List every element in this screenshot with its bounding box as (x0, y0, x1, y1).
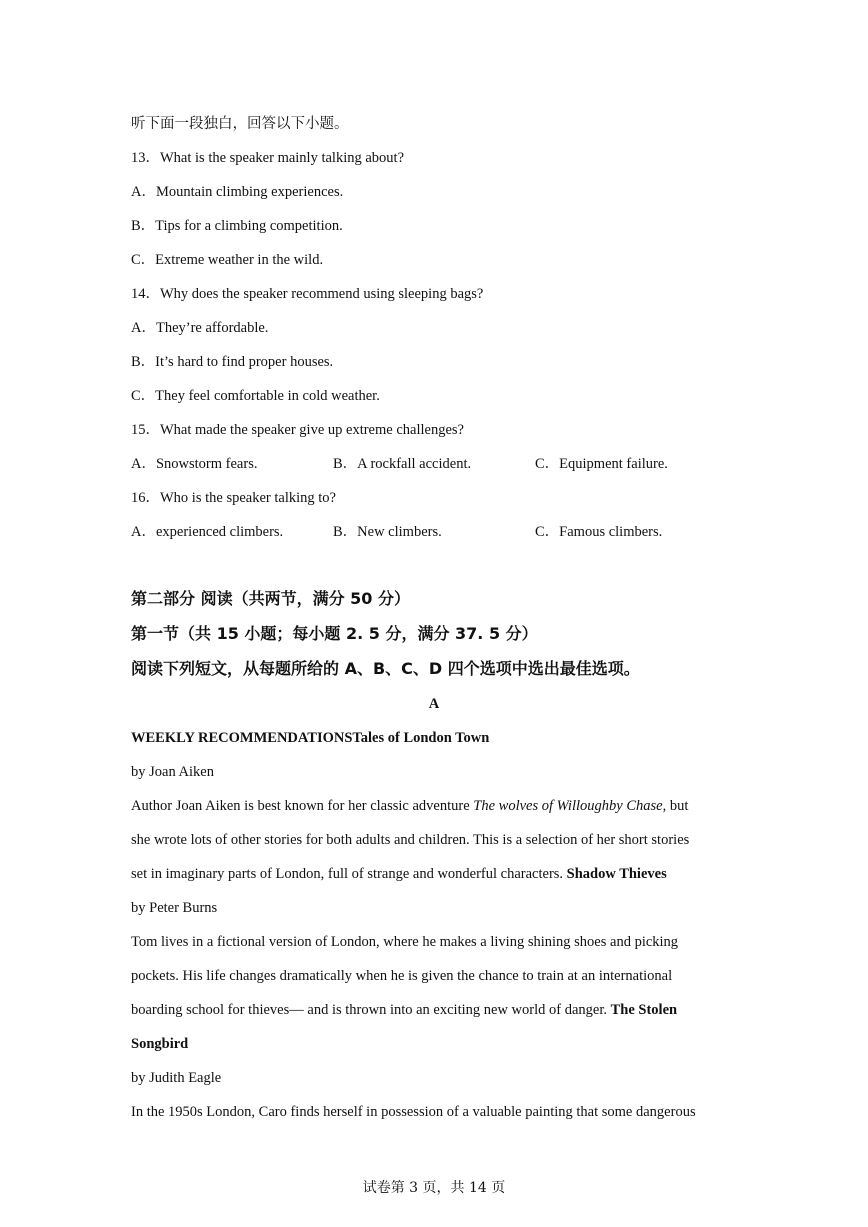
q15-option-b: B．A rockfall accident. (333, 456, 472, 472)
q15-option-a: A．Snowstorm fears. (131, 456, 258, 472)
book2-line2: pockets. His life changes dramatically when he is given the chance to train at an international (131, 968, 673, 984)
question-14: 14．Why does the speaker recommend using sleeping bags? (131, 286, 484, 302)
section-title: 第一节（共 15 小题；每小题 2. 5 分，满分 37. 5 分） (131, 624, 538, 643)
book3-title-part2: Songbird (131, 1036, 189, 1052)
question-15: 15．What made the speaker give up extreme challenges? (131, 422, 464, 438)
listening-instruction: 听下面一段独白，回答以下小题。 (131, 116, 349, 132)
q16-option-b: B．New climbers. (333, 524, 442, 540)
question-13: 13．What is the speaker mainly talking about? (131, 150, 405, 166)
part-title: 第二部分 阅读（共两节，满分 50 分） (131, 589, 410, 608)
q13-option-b: B．Tips for a climbing competition. (131, 218, 343, 234)
page-footer: 试卷第 3 页，共 14 页 (362, 1180, 506, 1196)
reading-instruction: 阅读下列短文，从每题所给的 A、B、C、D 四个选项中选出最佳选项。 (131, 659, 640, 678)
book1-line2: she wrote lots of other stories for both adults and children. This is a selection of her short stories (131, 832, 690, 848)
q14-option-c: C．They feel comfortable in cold weather. (131, 388, 380, 404)
book3-title-part1: The Stolen (610, 1002, 678, 1018)
q13-option-a: A．Mountain climbing experiences. (131, 184, 344, 200)
q15-option-c: C．Equipment failure. (535, 456, 668, 472)
passage-label: A (428, 696, 440, 712)
book1-author: by Joan Aiken (131, 764, 214, 780)
book1-italic-title: The wolves of Willoughby Chase (473, 798, 663, 814)
book2-author: by Peter Burns (131, 900, 218, 916)
book2-title: Shadow Thieves (566, 866, 667, 882)
q14-option-b: B．It’s hard to find proper houses. (131, 354, 334, 370)
passage-heading: WEEKLY RECOMMENDATIONSTales of London Town (131, 730, 490, 746)
book2-line1: Tom lives in a fictional version of London, where he makes a living shining shoes and picking (131, 934, 679, 950)
book1-line3: set in imaginary parts of London, full of strange and wonderful characters. Shadow Thieves (131, 866, 667, 882)
q16-option-c: C．Famous climbers. (535, 524, 663, 540)
book1-line1: Author Joan Aiken is best known for her classic adventure The wolves of Willoughby Chase, but (131, 798, 689, 814)
question-16: 16．Who is the speaker talking to? (131, 490, 336, 506)
book3-line1: In the 1950s London, Caro finds herself in possession of a valuable painting that some dangerous (131, 1104, 696, 1120)
q14-option-a: A．They’re affordable. (131, 320, 269, 336)
book2-line3: boarding school for thieves— and is thrown into an exciting new world of danger. The Stolen (131, 1002, 678, 1018)
q13-option-c: C．Extreme weather in the wild. (131, 252, 324, 268)
q16-option-a: A．experienced climbers. (131, 524, 284, 540)
book3-author: by Judith Eagle (131, 1070, 222, 1086)
